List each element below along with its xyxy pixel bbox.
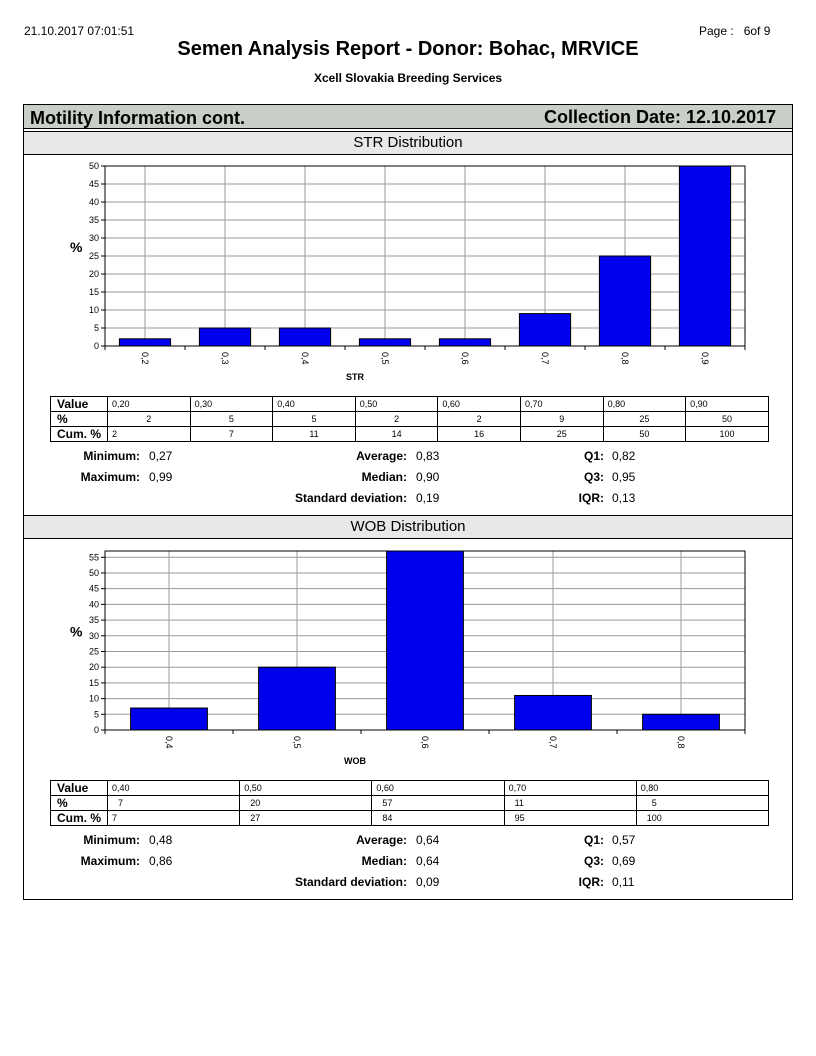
report-title: Semen Analysis Report - Donor: Bohac, MRVICE [177,38,639,60]
table-cell: 2 [108,412,191,427]
table-cell: 25 [520,427,603,442]
x-tick-label: 0,3 [220,352,230,365]
row-header: % [51,796,108,811]
table-cell: 100 [636,811,768,826]
str-q3-value: 0,95 [612,470,636,484]
x-tick-label: 0,4 [164,736,174,749]
table-row [51,412,769,427]
table-cell: 100 [686,427,769,442]
wob-sd-value: 0,09 [416,875,440,889]
table-cell: 0,80 [603,397,686,412]
table-cell: 0,40 [108,781,240,796]
y-tick-label: 0 [93,725,99,735]
table-cell: 95 [504,811,636,826]
table-cell: 0,60 [372,781,504,796]
wob-min-label: Minimum: [83,833,140,847]
y-tick-label: 10 [88,693,99,704]
y-tick-label: 10 [88,305,99,315]
wob-q1-value: 0,57 [612,833,636,847]
y-tick-label: 5 [93,323,99,333]
x-tick-label: 0,5 [292,736,302,749]
bar [439,339,490,346]
str-max-value: 0,99 [149,470,173,484]
y-tick-label: 40 [88,197,99,207]
table-cell: 11 [273,427,356,442]
wob-iqr-value: 0,11 [612,875,635,889]
str-median-label: Median: [361,470,407,484]
report-timestamp: 21.10.2017 07:01:51 [24,24,135,38]
str-distribution-table [50,396,769,442]
wob-avg-label: Average: [356,833,407,847]
table-cell: 50 [603,427,686,442]
str-median-value: 0,90 [416,470,440,484]
bar [519,314,570,346]
x-tick-label: 0,8 [620,352,630,365]
wob-distribution-title: WOB Distribution [24,515,792,539]
table-cell: 5 [636,796,768,811]
table-row [51,781,769,796]
y-tick-label: 30 [88,630,99,641]
table-cell: 25 [603,412,686,427]
table-cell: 7 [190,427,273,442]
str-min-value: 0,27 [149,449,173,463]
table-cell: 27 [240,811,372,826]
table-cell: 0,80 [636,781,768,796]
wob-distribution-table [50,780,769,826]
wob-q3-label: Q3: [583,854,604,868]
table-cell: 14 [355,427,438,442]
report-subtitle: Xcell Slovakia Breeding Services [313,71,503,85]
wob-distribution-chart [24,539,792,769]
y-tick-label: 20 [88,269,99,279]
y-axis-label: % [70,239,83,255]
bar [199,328,250,346]
table-cell: 20 [240,796,372,811]
table-cell: 16 [438,427,521,442]
table-cell: 2 [438,412,521,427]
table-cell: 0,40 [273,397,356,412]
y-tick-label: 30 [88,233,99,243]
row-header: Value [51,397,108,412]
y-tick-label: 45 [88,583,99,594]
table-cell: 2 [108,427,191,442]
y-tick-label: 35 [88,215,99,225]
table-row [51,427,769,442]
x-axis-label: STR [346,372,364,382]
row-header: Value [51,781,108,796]
str-avg-value: 0,83 [416,449,440,463]
str-q1-label: Q1: [583,449,604,463]
y-tick-label: 20 [88,662,99,673]
collection-date: Collection Date: 12.10.2017 [544,107,777,127]
table-row [51,397,769,412]
y-axis-label: % [70,623,83,640]
table-cell: 0,50 [240,781,372,796]
str-distribution-title: STR Distribution [24,131,792,155]
bar [679,166,730,346]
table-row [51,811,769,826]
str-q3-label: Q3: [583,470,604,484]
bar [643,714,720,730]
table-cell: 5 [190,412,273,427]
x-tick-label: 0,6 [460,352,470,365]
table-cell: 5 [273,412,356,427]
x-axis-label: WOB [344,756,366,766]
y-tick-label: 35 [88,615,99,626]
table-cell: 11 [504,796,636,811]
table-cell: 0,50 [355,397,438,412]
x-tick-label: 0,8 [676,736,686,749]
y-tick-label: 15 [88,287,99,297]
str-avg-label: Average: [356,449,407,463]
str-max-label: Maximum: [80,470,140,484]
table-row [51,796,769,811]
str-distribution-chart [24,155,792,385]
y-tick-label: 25 [88,646,99,657]
table-cell: 7 [108,796,240,811]
table-cell: 50 [686,412,769,427]
bar [279,328,330,346]
x-tick-label: 0,5 [380,352,390,365]
y-tick-label: 40 [88,599,99,610]
bar [515,695,592,730]
table-cell: 0,70 [504,781,636,796]
y-tick-label: 5 [93,709,99,720]
wob-max-label: Maximum: [80,854,140,868]
table-cell: 9 [520,412,603,427]
x-tick-label: 0,2 [140,352,150,365]
y-tick-label: 55 [88,552,99,563]
table-cell: 0,70 [520,397,603,412]
wob-avg-value: 0,64 [416,833,440,847]
wob-min-value: 0,48 [149,833,173,847]
table-cell: 7 [108,811,240,826]
wob-max-value: 0,86 [149,854,173,868]
y-tick-label: 15 [88,677,99,688]
bar [119,339,170,346]
row-header: % [51,412,108,427]
y-tick-label: 45 [88,179,99,189]
y-tick-label: 50 [88,567,99,578]
row-header: Cum. % [51,427,108,442]
table-cell: 2 [355,412,438,427]
bar [599,256,650,346]
wob-median-label: Median: [361,854,407,868]
x-tick-label: 0,9 [700,352,710,365]
page-indicator: Page : 6of 9 [699,24,771,38]
row-header: Cum. % [51,811,108,826]
str-iqr-label: IQR: [578,491,604,505]
table-cell: 0,20 [108,397,191,412]
bar [359,339,410,346]
wob-sd-label: Standard deviation: [294,875,407,889]
bar [131,708,208,730]
str-sd-value: 0,19 [416,491,440,505]
str-sd-label: Standard deviation: [294,491,407,505]
section-title: Motility Information cont. [30,108,245,128]
wob-q3-value: 0,69 [612,854,636,868]
table-cell: 0,30 [190,397,273,412]
str-min-label: Minimum: [83,449,140,463]
table-cell: 0,90 [686,397,769,412]
bar [259,667,336,730]
bar [387,551,464,730]
x-tick-label: 0,7 [548,736,558,749]
table-cell: 0,60 [438,397,521,412]
wob-median-value: 0,64 [416,854,440,868]
str-q1-value: 0,82 [612,449,636,463]
table-cell: 57 [372,796,504,811]
y-tick-label: 25 [88,251,99,261]
wob-q1-label: Q1: [583,833,604,847]
table-cell: 84 [372,811,504,826]
x-tick-label: 0,4 [300,352,310,365]
y-tick-label: 50 [88,161,99,171]
y-tick-label: 0 [93,341,99,351]
str-iqr-value: 0,13 [612,491,636,505]
x-tick-label: 0,7 [540,352,550,365]
x-tick-label: 0,6 [420,736,430,749]
wob-iqr-label: IQR: [578,875,604,889]
